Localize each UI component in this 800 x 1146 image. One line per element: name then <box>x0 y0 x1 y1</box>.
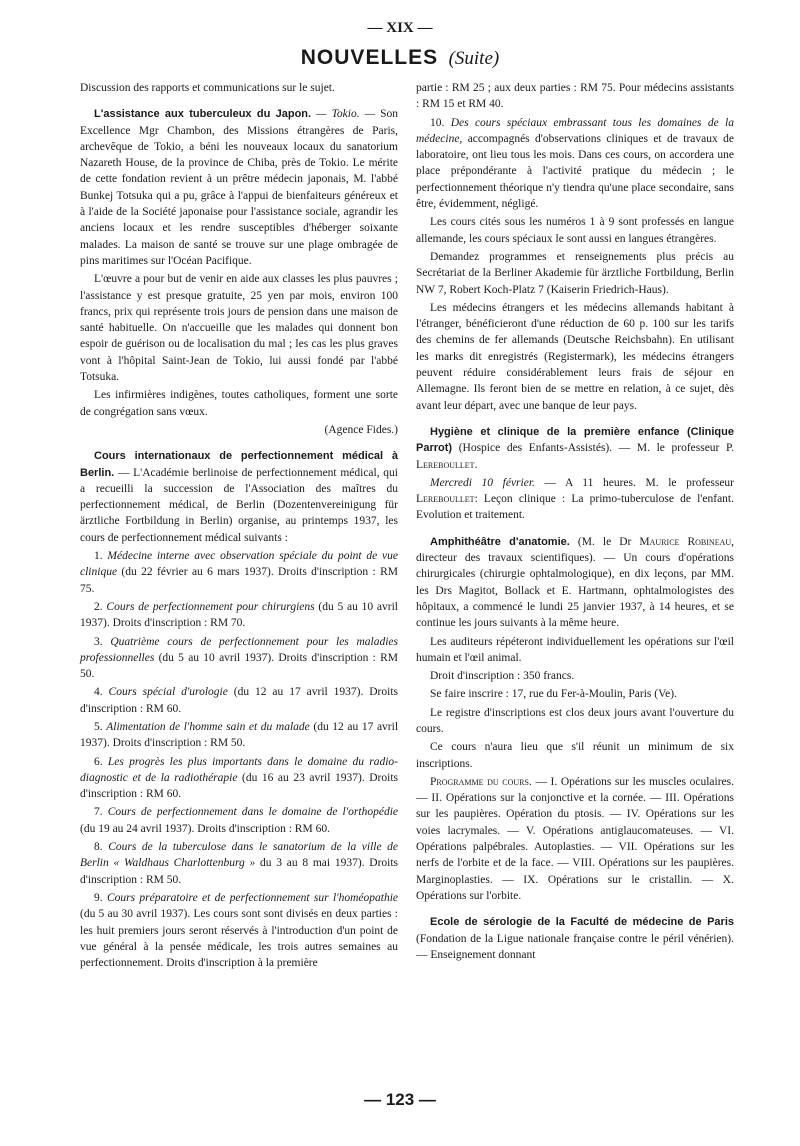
paragraph-minimum: Ce cours n'aura lieu que s'il réunit un minimum de six inscriptions. <box>416 741 734 770</box>
course-number: 2. <box>94 600 103 613</box>
course-item <box>80 804 398 837</box>
course-title: Cours de perfectionnement dans le domaine de l'orthopédie <box>107 806 398 819</box>
title-suffix: (Suite) <box>448 48 500 69</box>
course-details: (du 12 au 17 avril 1937). Droits d'inscription : RM 50. <box>80 720 399 750</box>
amph-open: (M. le Dr <box>577 535 632 548</box>
paragraph-tokio-3: Les infirmières indigènes, toutes catholiques, forment une sorte de congrégation sans vœux. <box>80 389 398 418</box>
paragraph-inscrire: Se faire inscrire : 17, rue du Fer-à-Moulin, Paris (Ve). <box>430 688 677 701</box>
director-name: Maurice Robineau, <box>639 535 735 548</box>
section-serologie <box>416 914 734 963</box>
programme-label: Programme du cours. <box>430 775 532 788</box>
course-details: (du 5 au 30 avril 1937). Les cours sont sont divisés en deux parties : les huit premiers jours seront réservés à l'introduction d'un point de vue général à la pensée médicale, les trois autres semaines au perfectionnement. Droits d'inscription à la première <box>80 908 398 970</box>
course-item <box>80 890 398 971</box>
course-title: Les progrès les plus importants dans le domaine du radio-diagnostic et de la radiothérapie <box>80 755 399 784</box>
paragraph-tokio-1: Son Excellence Mgr Chambon, des Missions étrangères de Paris, archevêque de Tokio, a béni les nouveaux locaux du sanatorium Nazareth House, de la province de Chiba, près de Tokio. Le mérite de cette fondation revient à un prêtre médecin japonais, M. l'abbé Bunkej Totsuka qui a pu, grâce à l'appui de bienfaiteurs généreux et à l'aide de la Société japonaise pour l'assistance sociale, agrandir les anciens locaux et les rendre susceptibles d'héberger soixante malades. La maison de santé se trouve sur une plage ombragée de pins maritimes sur l'Océan Pacifique. <box>80 108 399 267</box>
course-title: Alimentation de l'homme sain et du malade <box>106 720 310 733</box>
paragraph-demandez: Demandez programmes et renseignements plus précis au Secrétariat de la Berliner Akademie für ärztliche Fortbildung, Berlin NW 7, Robert Koch-Platz 7 (Kaiserin Friedrich-Haus). <box>416 250 734 296</box>
course-number: 6. <box>94 755 103 768</box>
date-label: Mercredi 10 février. <box>430 476 535 489</box>
paragraph-langues: Les cours cités sous les numéros 1 à 9 sont professés en langue allemande, les cours spéciaux le sont aussi en langues étrangères. <box>416 216 734 245</box>
course-item <box>80 684 398 717</box>
page-title <box>0 46 800 70</box>
section-heading-tokio: L'assistance aux tuberculeux du Japon. <box>94 108 312 121</box>
paragraph-droit: Droit d'inscription : 350 francs. <box>430 670 575 683</box>
section-berlin-intro <box>80 448 398 546</box>
course-details: (du 22 février au 6 mars 1937). Droits d'inscription : RM 75. <box>80 566 398 595</box>
course-number: 1. <box>94 550 103 563</box>
left-column <box>80 80 398 973</box>
course-details: (du 5 au 10 avril 1937). Droits d'inscription : RM 70. <box>80 600 399 630</box>
section-heading-berlin: Cours internationaux de perfectionnement médical à Berlin. <box>80 450 398 479</box>
course-number: 7. <box>94 806 103 819</box>
course-item <box>80 599 398 632</box>
programme-details: — I. Opérations sur les muscles oculaires. — II. Opérations sur la conjonctive et la cornée. — III. Opérations sur les paupières. Opération du ptosis. — IV. Opérations sur les voies lacrymales. — V. Opérations antiglaucomateuses. — VI. Opérations palpébrales. Autoplasties. — VII. Opérations sur les nerfs de l'orbite et de la face. — VIII. Opérations sur les paupières. Marginoplasties. — IX. Opérations sur le cristallin. — X. Opérations sur l'orbite. <box>416 775 734 902</box>
course-title: Cours de perfectionnement pour chirurgiens <box>106 600 315 613</box>
mercredi-text-b: : Leçon clinique : La primo-tuberculose de l'enfant. Evolution et traitement. <box>416 493 734 522</box>
course-details: accompagnés d'observations cliniques et de travaux de laboratoire, ont lieu tous les mois. Dans ces cours, on accordera une place prépondérante à l'activité pratique du médecin ; le perfectionnement théorique n'y tiendra qu'une place secondaire, sans être, évidemment, négligé. <box>416 132 735 211</box>
course-details: (du 19 au 24 avril 1937). Droits d'inscription : RM 60. <box>80 822 330 835</box>
course-title: Cours spécial d'urologie <box>108 686 228 699</box>
source-credit: (Agence Fides.) <box>324 423 398 436</box>
title-main: NOUVELLES <box>300 46 439 69</box>
paragraph-discussion: Discussion des rapports et communications sur le sujet. <box>80 82 335 94</box>
course-number: 4. <box>94 686 103 699</box>
serologie-details: (Fondation de la Ligue nationale française contre le péril vénérien). — Enseignement donnant <box>416 932 734 961</box>
paragraph-tokio-2: L'œuvre a pour but de venir en aide aux classes les plus pauvres ; l'assistance y est presque gratuite, 25 yen par mois, environ 100 francs, prix qui représente trois jours de pension dans une maison de santé habituelle. On n'accueille que les malades qui donnent bon espoir de guérison ou de localisation du mal ; les cas les plus graves vont à l'hôpital Saint-Jean de Tokio, lui aussi fondé par l'abbé Totsuka. <box>80 273 398 384</box>
course-details: du 3 au 8 mai 1937). Droits d'inscription : RM 50. <box>80 857 399 886</box>
course-item <box>80 548 398 597</box>
folio: — XIX — <box>367 20 433 36</box>
page-number: — 123 — <box>364 1090 436 1109</box>
course-title: Des cours spéciaux embrassant tous les domaines de la médecine, <box>416 116 734 145</box>
section-heading-serologie: Ecole de sérologie de la Faculté de médecine de Paris <box>430 916 734 929</box>
paragraph-auditeurs: Les auditeurs répéteront individuellement les opérations sur l'œil humain et l'œil animal. <box>416 635 734 664</box>
course-title: Cours de la tuberculose dans le sanatorium de la ville de Berlin « Waldhaus Charlottenburg » <box>80 841 398 870</box>
course-item <box>416 115 734 213</box>
course-title: Quatrième cours de perfectionnement pour les maladies professionnelles <box>80 635 398 664</box>
section-heading-hygiene: Hygiène et clinique de la première enfance (Clinique Parrot) <box>416 425 734 455</box>
section-amphitheatre <box>416 534 734 632</box>
professor-name: Lereboullet <box>416 493 475 506</box>
course-details: (du 12 au 17 avril 1937). Droits d'inscription : RM 60. <box>80 686 398 715</box>
course-item <box>80 754 398 803</box>
course-details: (du 5 au 10 avril 1937). Droits d'inscription : RM 50. <box>80 651 398 681</box>
course-number: 3. <box>94 635 103 648</box>
course-details: (du 16 au 23 avril 1937). Droits d'inscription : RM 60. <box>80 771 398 801</box>
paragraph-berlin-intro: — L'Académie berlinoise de perfectionnement médical, qui a recueilli la succession de l'Association des maîtres du perfectionnement médical, de Berlin (Dozentenvereinigung für ärztliche Fortbildung in Berlin) organise, au printemps 1937, les cours de perfectionnement médical suivants : <box>80 466 398 544</box>
course-item <box>80 634 398 683</box>
hygiene-details: (Hospice des Enfants-Assistés). — M. le professeur <box>458 442 720 455</box>
course-title: Médecine interne avec observation spéciale du point de vue clinique <box>80 550 399 579</box>
mercredi-text-a: — A 11 heures. M. le professeur <box>544 476 735 489</box>
professor-name: P. Lereboullet. <box>416 442 735 471</box>
course-number: 9. <box>94 891 103 904</box>
paragraph-programme <box>416 774 734 904</box>
right-column <box>416 80 734 965</box>
paragraph-registre: Le registre d'inscriptions est clos deux jours avant l'ouverture du cours. <box>416 706 734 735</box>
amph-details: directeur des travaux scientifiques). — Un cours d'opérations chirurgicales (chirurgie ophtalmologique), en dix leçons, par MM. les Drs Magitot, Bollack et E. Hartmann, ophtalmologistes des hôpitaux, a commencé le lundi 25 janvier 1937, à 14 heures, et se continue les jours suivants à la même heure. <box>416 552 734 630</box>
paragraph-reduction: Les médecins étrangers et les médecins allemands habitant à l'étranger, bénéficieront d'une réduction de 60 p. 100 sur les tarifs des chemins de fer allemands (Deutsche Reichsbahn). En utilisant les marks dit enregistrés (Registermark), les médecins étrangers peuvent réduire considérablement leurs frais de séjour en Allemagne. Ils feront bien de se mettre en relation, à ce sujet, dès avant leur départ, avec une banque de leur pays. <box>416 301 734 412</box>
section-hygiene <box>416 424 734 473</box>
course-number: 8. <box>94 841 103 854</box>
course-item <box>80 719 398 752</box>
section-tokio-intro <box>80 106 398 269</box>
paragraph-continuation: partie : RM 25 ; aux deux parties : RM 75. Pour médecins assistants : RM 15 et RM 40. <box>416 82 734 111</box>
paragraph-mercredi <box>416 475 734 524</box>
course-number: 10. <box>430 116 445 129</box>
course-number: 5. <box>94 720 103 733</box>
course-item <box>80 839 398 888</box>
place-tokio: — Tokio. — <box>316 108 375 121</box>
course-title: Cours préparatoire et de perfectionnement sur l'homéopathie <box>106 891 398 904</box>
section-heading-amphitheatre: Amphithéâtre d'anatomie. <box>430 535 570 548</box>
